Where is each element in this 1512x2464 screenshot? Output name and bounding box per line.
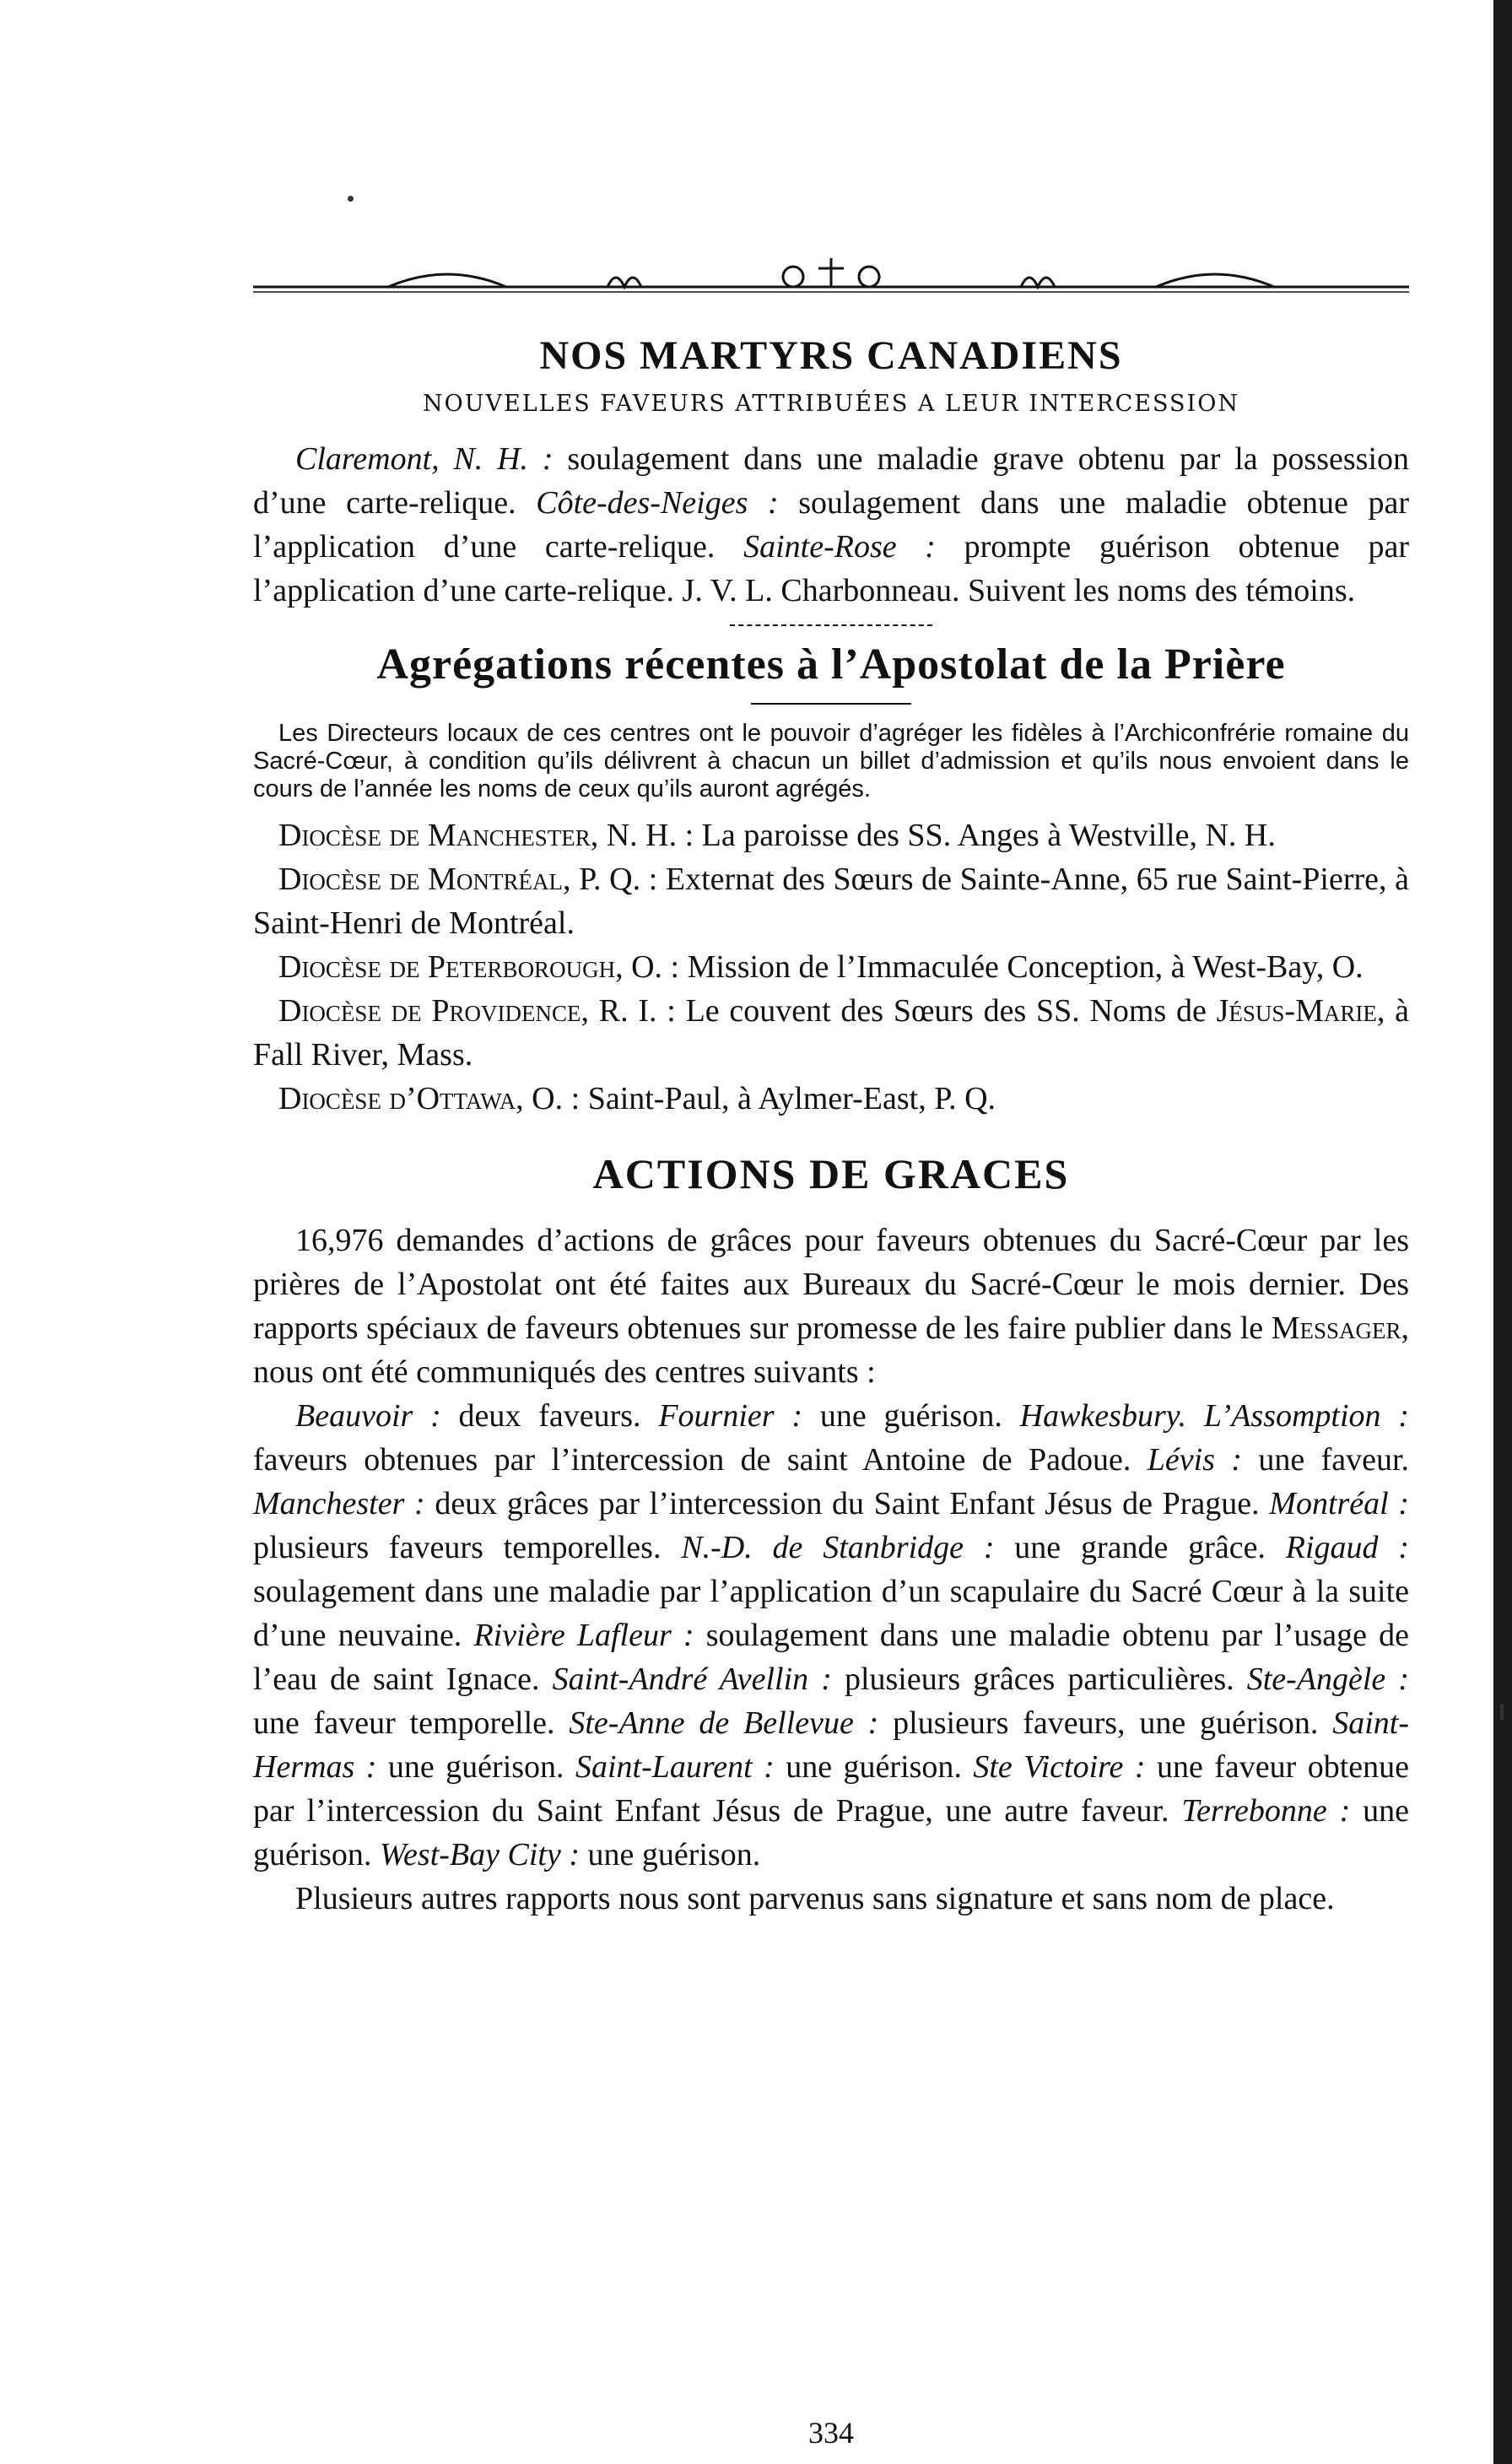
diocese-name: Diocèse de Montréal, P. Q. : — [278, 862, 658, 897]
closing-paragraph: Plusieurs autres rapports nous sont parvenus sans signature et sans nom de place. — [295, 1881, 1335, 1916]
martyrs-paragraph — [253, 437, 1409, 613]
grace-text: deux grâces par l’intercession du Saint Enfant Jésus de Prague. — [424, 1486, 1270, 1521]
grace-place: West-Bay City : — [379, 1837, 580, 1872]
grace-place: Terrebonne : — [1181, 1793, 1351, 1829]
grace-place: Ste-Angèle : — [1246, 1662, 1410, 1697]
grace-text — [1186, 1398, 1204, 1434]
grace-text: une guérison. — [579, 1837, 761, 1872]
grace-text: soulagement dans une maladie par l’application d’un scapulaire du Sacré Cœur à la suite d’une neuvaine. — [253, 1574, 1409, 1653]
scan-edge — [1493, 0, 1512, 2464]
diocese-name: Diocèse de Peterborough, O. : — [278, 949, 680, 985]
graces-list-paragraph — [253, 1394, 1409, 1877]
diocese-name: Diocèse de Manchester, N. H. : — [278, 818, 694, 853]
diocese-name: Diocèse de Providence, R. I. : — [278, 993, 676, 1029]
grace-place: Saint-André Avellin : — [552, 1662, 832, 1697]
grace-text: une guérison. — [253, 1793, 1409, 1872]
grace-place: L’Assomption : — [1203, 1398, 1409, 1434]
grace-text: deux faveurs. — [440, 1398, 659, 1434]
diocese-text: Le couvent des Sœurs des SS. Noms de — [675, 993, 1217, 1029]
grace-text: une faveur obtenue par l’intercession du Saint Enfant Jésus de Prague, une autre faveur. — [253, 1749, 1410, 1829]
diocese-entry — [253, 1077, 1409, 1121]
place-name: Sainte-Rose : — [743, 529, 936, 565]
grace-place: Saint-Hermas : — [253, 1705, 1410, 1785]
page-number: 334 — [808, 2416, 854, 2450]
grace-place: Rivière Lafleur : — [473, 1618, 694, 1653]
diocese-entry — [253, 857, 1409, 945]
diocese-text-smallcaps: Jésus-Marie — [1216, 993, 1377, 1029]
grace-place: N.-D. de Stanbridge : — [681, 1530, 995, 1565]
grace-place: Lévis : — [1147, 1442, 1242, 1478]
messager-name: Messager — [1271, 1310, 1401, 1346]
grace-place: Montréal : — [1269, 1486, 1410, 1521]
grace-text: une faveur temporelle. — [253, 1705, 570, 1741]
grace-text: une guérison. — [376, 1749, 575, 1785]
paragraph-text: 16,976 demandes d’actions de grâces pour faveurs obtenues du Sacré-Cœur par les prières de l’Apostolat ont été faites aux Bureaux du Sacré-Cœur le mois dernier. Des rapports spéciaux de faveurs obtenues sur promesse de les faire publier dans le — [253, 1223, 1409, 1346]
grace-text: plusieurs faveurs temporelles. — [253, 1530, 682, 1565]
paragraph-text: soulagement dans une maladie obtenue par l’application d’une carte-relique. — [253, 485, 1409, 565]
grace-text: une faveur. — [1241, 1442, 1410, 1478]
ornament-rule — [253, 253, 1409, 304]
diocese-name: Diocèse d’Ottawa, O. : — [278, 1081, 580, 1116]
paragraph-text: prompte guérison obtenue par l’application d’une carte-relique. J. V. L. Charbonneau. Suivent les noms des témoins. — [253, 529, 1409, 608]
grace-place: Manchester : — [253, 1486, 425, 1521]
actions-heading: ACTIONS DE GRACES — [592, 1150, 1070, 1197]
grace-place: Saint-Laurent : — [575, 1749, 775, 1785]
diocese-text: Saint-Paul, à Aylmer-East, P. Q. — [580, 1081, 996, 1116]
scan-dot — [1500, 1705, 1504, 1720]
place-name: Côte-des-Neiges : — [536, 485, 779, 521]
paragraph-text: , nous ont été communiqués des centres suivants : — [253, 1310, 1409, 1390]
diocese-text: La paroisse des SS. Anges à Westville, N. H. — [694, 818, 1276, 853]
paragraph-text: soulagement dans une maladie grave obtenu par la possession d’une carte-relique. — [253, 441, 1410, 521]
diocese-text: , à Fall River, Mass. — [253, 993, 1409, 1073]
section-divider — [730, 624, 932, 626]
grace-text: une guérison. — [774, 1749, 974, 1785]
diocese-text: Externat des Sœurs de Sainte-Anne, 65 rue Saint-Pierre, à Saint-Henri de Montréal. — [253, 862, 1409, 941]
page — [253, 253, 1410, 2450]
aggregations-intro: Les Directeurs locaux de ces centres ont le pouvoir d’agréger les fidèles à l’Archiconfrérie romaine du Sacré-Cœur, à condition qu’ils délivrent à chacun un billet d’admission et qu’ils nous envoient dans le cours de l’année les noms de ceux qu’ils auront agrégés. — [253, 720, 1409, 802]
grace-place: Ste-Anne de Bellevue : — [569, 1705, 879, 1741]
aggregations-heading: Agrégations récentes à l’Apostolat de la Prière — [376, 640, 1286, 689]
grace-place: Fournier : — [658, 1398, 803, 1434]
grace-place: Beauvoir : — [295, 1398, 441, 1434]
grace-text: une guérison. — [802, 1398, 1020, 1434]
grace-text: une grande grâce. — [994, 1530, 1286, 1565]
diocese-text: Mission de l’Immaculée Conception, à West-Bay, O. — [679, 949, 1364, 985]
grace-text: faveurs obtenues par l’intercession de saint Antoine de Padoue. — [253, 1442, 1148, 1478]
diocese-entry — [253, 813, 1409, 857]
section-title: NOS MARTYRS CANADIENS — [539, 333, 1123, 378]
heading-underline — [751, 703, 911, 705]
diocese-entry — [253, 989, 1409, 1077]
grace-place: Ste Victoire : — [973, 1749, 1146, 1785]
scan-dot — [348, 196, 354, 202]
section-subtitle: NOUVELLES FAVEURS ATTRIBUÉES A LEUR INTERCESSION — [423, 391, 1239, 417]
grace-place: Hawkesbury. — [1019, 1398, 1187, 1434]
grace-text: soulagement dans une maladie obtenu par l’usage de l’eau de saint Ignace. — [253, 1618, 1409, 1697]
grace-place: Rigaud : — [1285, 1530, 1409, 1565]
grace-text: plusieurs grâces particulières. — [831, 1662, 1247, 1697]
place-name: Claremont, N. H. : — [295, 441, 554, 477]
actions-intro-paragraph — [253, 1218, 1409, 1394]
diocese-entry — [253, 945, 1409, 989]
grace-text: plusieurs faveurs, une guérison. — [878, 1705, 1333, 1741]
